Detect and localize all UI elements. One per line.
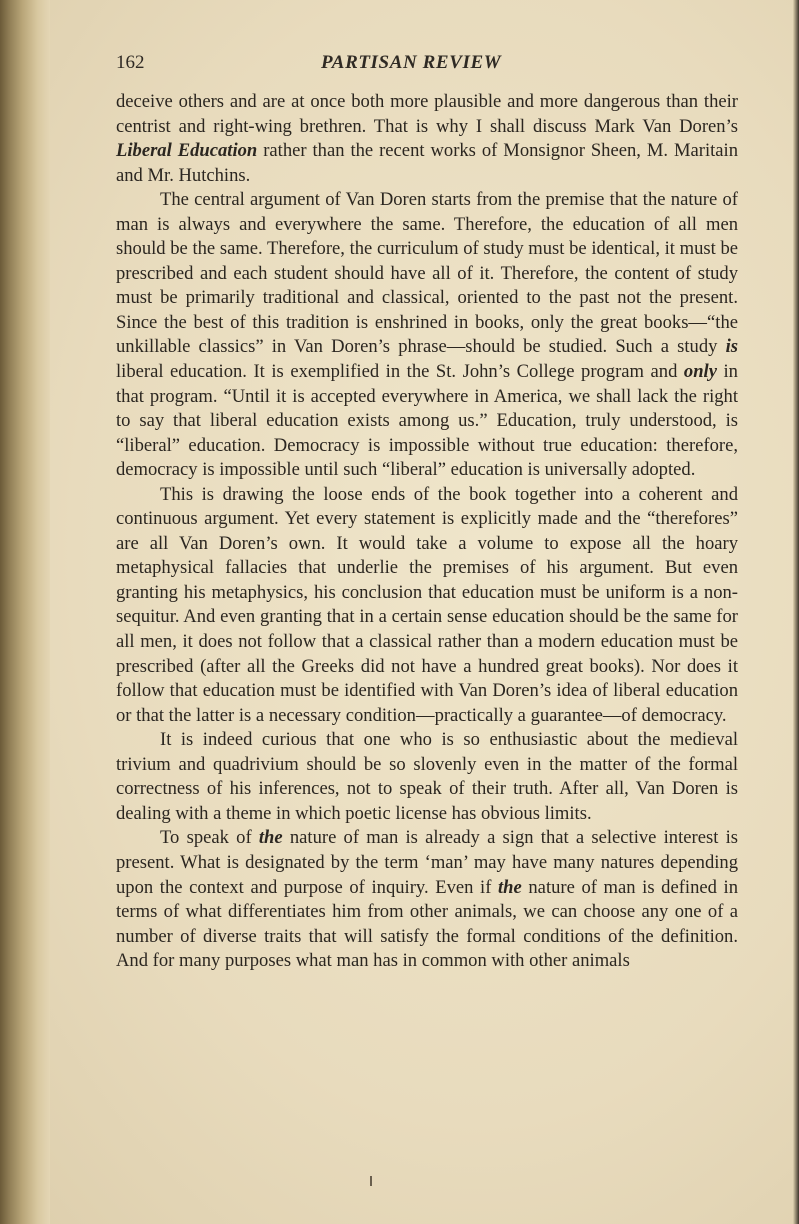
emphasized-text: the — [498, 876, 522, 898]
emphasized-text: Liberal Education — [116, 140, 258, 162]
paragraph-text: rather than the recent works of Monsignor Sheen, M. Maritain and Mr. Hutchins. — [116, 140, 739, 186]
running-title: PARTISAN REVIEW — [321, 52, 502, 73]
paragraph-text: nature of man is defined in terms of what differentiates him from other animals, we can choose any one of a number of diverse traits that will satisfy the formal conditions of the definition. And for many purposes what man has in common with other animals — [116, 876, 738, 972]
paragraph-text: The central argument of Van Doren starts from the premise that the nature of man is always and everywhere the same. Therefore, the education of all men should be the same. Therefore, the curriculum of study must be identical, it must be prescribed and each student should have all of it. Therefore, the content of study must be primarily traditional and classical, oriented to the past not the present. Since the best of this tradition is enshrined in books, only the great books—“the unkillable classics” in Van Doren’s phrase—should be studied. Such a study — [116, 189, 738, 358]
paragraph — [116, 826, 738, 973]
paragraph-text: in that program. “Until it is accepted everywhere in America, we shall lack the right to say that liberal education exists among us.” Education, truly understood, is “liberal” education. Democracy is impossible without true education: therefore, democracy is impossible until such “liberal” education is universally adopted. — [116, 361, 738, 481]
paragraph-text: It is indeed curious that one who is so enthusiastic about the medieval trivium and quadrivium should be so slovenly even in the matter of the formal correctness of his inferences, not to speak of their truth. After all, Van Doren is dealing with a theme in which poetic license has obvious limits. — [116, 729, 738, 824]
emphasized-text: the — [258, 827, 283, 849]
body-text — [116, 90, 738, 974]
page-number: 162 — [116, 52, 145, 73]
paragraph-text: This is drawing the loose ends of the book together into a coherent and continuous argument. Yet every statement is explicitly made and the “therefores” are all Van Doren’s own. It would take a volume to expose all the hoary metaphysical fallacies that underlie the premises of his argument. But even granting his metaphysics, his conclusion that education must be uniform is a non-sequitur. And even granting that in a certain sense education should be the same for all men, it does not follow that a classical rather than a modern education must be prescribed (after all the Greeks did not have a hundred great books). Nor does it follow that education must be identified with Van Doren’s idea of liberal education or that the latter is a necessary condition—practically a guarantee—of democracy. — [116, 483, 738, 726]
paragraph-text: deceive others and are at once both more plausible and more dangerous than their centrist and right-wing brethren. That is why I shall discuss Mark Van Doren’s — [116, 91, 738, 137]
paragraph — [116, 483, 738, 728]
paragraph — [116, 188, 738, 483]
paragraph-text: liberal education. It is exemplified in the St. John’s College program and — [116, 361, 684, 383]
emphasized-text: only — [683, 361, 717, 383]
footer-mark — [370, 1176, 372, 1186]
paragraph — [116, 728, 738, 826]
book-spine-shadow — [0, 0, 50, 1224]
paragraph-text: To speak of — [160, 827, 259, 849]
page-header — [116, 52, 736, 82]
page-edge — [793, 0, 799, 1224]
paragraph — [116, 90, 738, 188]
emphasized-text: is — [725, 336, 738, 358]
paragraph-text: nature of man is already a sign that a selective interest is present. What is designated by the term ‘man’ may have many natures depending upon the context and purpose of inquiry. Even if — [116, 827, 738, 898]
